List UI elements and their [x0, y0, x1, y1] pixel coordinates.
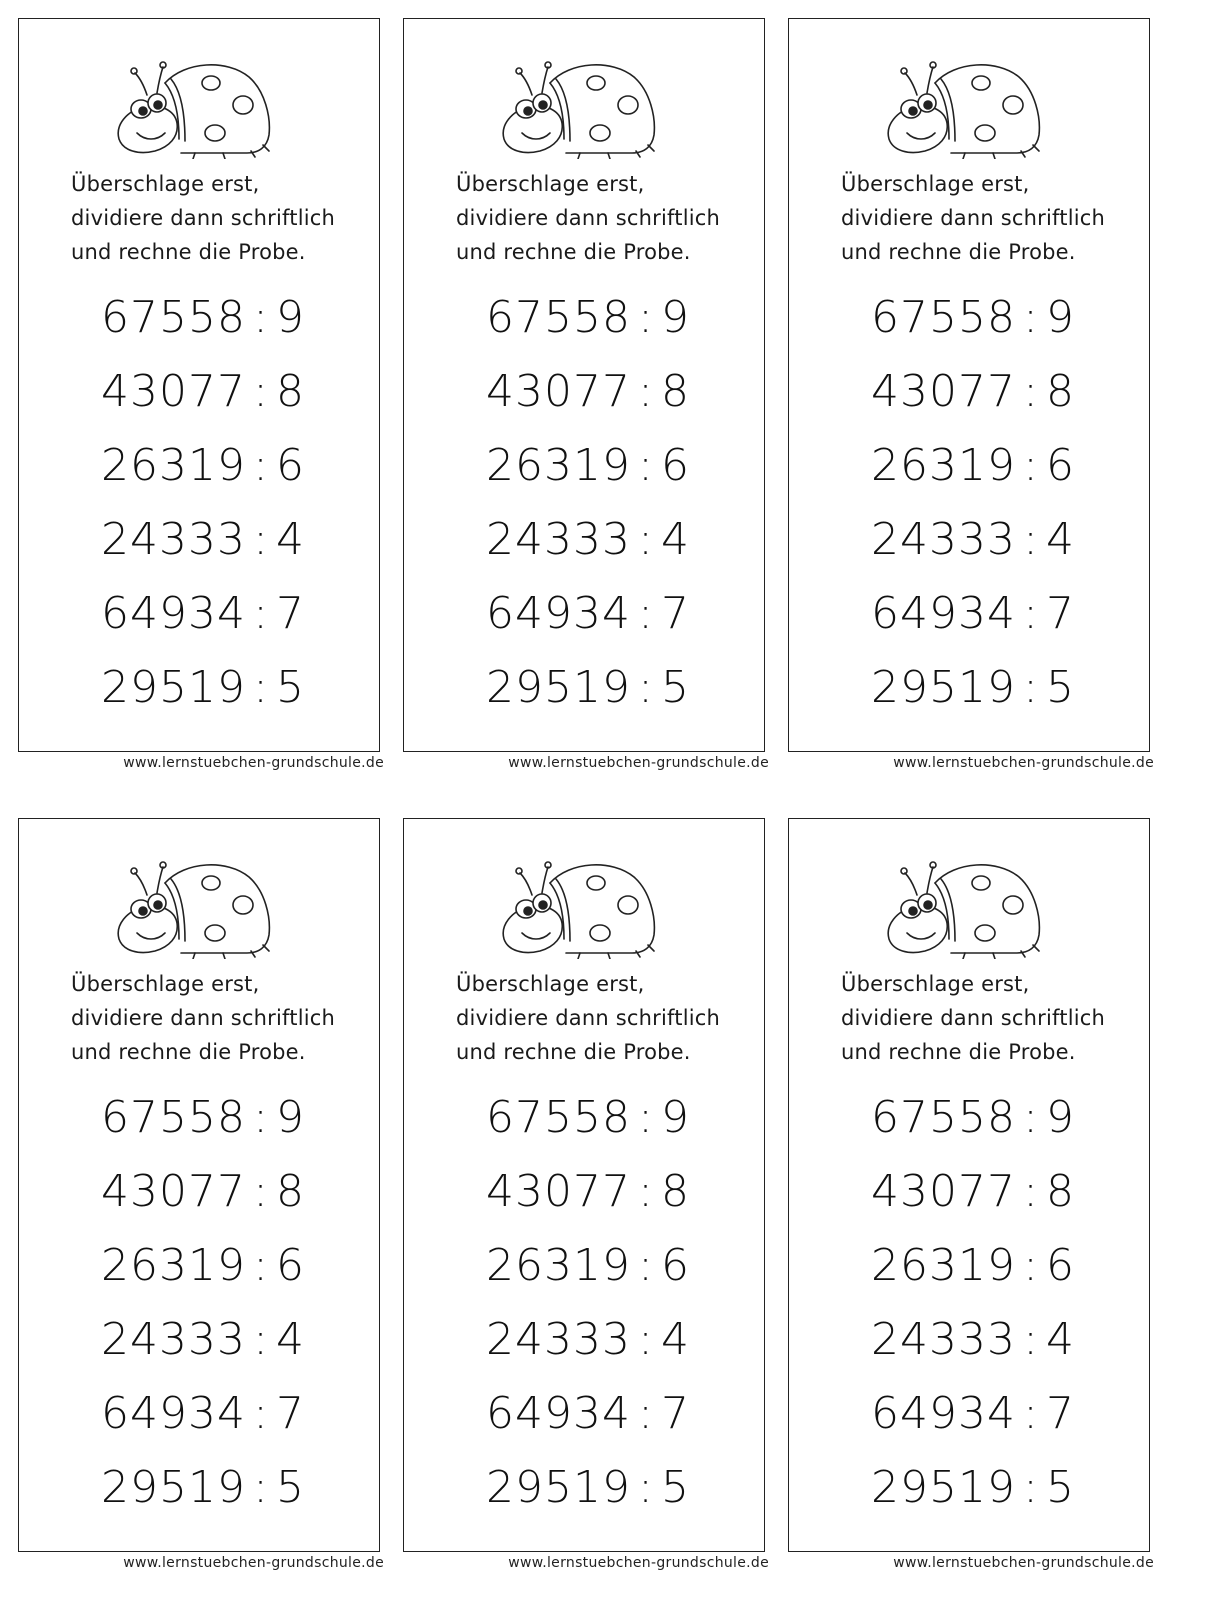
dividend: 29519 — [101, 1462, 246, 1513]
division-task — [871, 355, 1075, 429]
division-task — [101, 651, 305, 725]
instruction-text — [71, 167, 335, 269]
division-task — [486, 1377, 690, 1451]
division-task — [871, 281, 1075, 355]
ladybug-icon — [488, 55, 660, 159]
divisor: 7 — [660, 588, 690, 639]
divisor: 6 — [660, 1240, 690, 1291]
ladybug-icon — [103, 55, 275, 159]
divisor: 8 — [1045, 1166, 1075, 1217]
division-operator: : — [1023, 1388, 1039, 1439]
divisor: 6 — [275, 440, 305, 491]
division-task — [101, 429, 305, 503]
dividend: 64934 — [871, 588, 1016, 639]
division-operator: : — [1023, 292, 1039, 343]
division-task-list — [486, 281, 690, 725]
dividend: 26319 — [101, 440, 246, 491]
division-task — [871, 1451, 1075, 1525]
divisor: 6 — [1045, 1240, 1075, 1291]
division-task — [871, 1081, 1075, 1155]
dividend: 24333 — [486, 514, 631, 565]
divisor: 4 — [275, 514, 305, 565]
dividend: 67558 — [101, 292, 246, 343]
division-task — [871, 1303, 1075, 1377]
instruction-line: und rechne die Probe. — [71, 240, 306, 264]
division-operator: : — [1023, 440, 1039, 491]
division-operator: : — [1023, 514, 1039, 565]
division-task — [486, 577, 690, 651]
divisor: 4 — [275, 1314, 305, 1365]
division-operator: : — [253, 440, 269, 491]
instruction-line: und rechne die Probe. — [841, 240, 1076, 264]
division-task — [486, 1155, 690, 1229]
division-operator: : — [253, 1092, 269, 1143]
divisor: 4 — [1045, 1314, 1075, 1365]
dividend: 67558 — [101, 1092, 246, 1143]
divisor: 6 — [660, 440, 690, 491]
division-task — [486, 651, 690, 725]
division-operator: : — [638, 440, 654, 491]
division-task — [871, 503, 1075, 577]
division-task — [486, 1451, 690, 1525]
division-task — [486, 281, 690, 355]
instruction-text — [841, 167, 1105, 269]
dividend: 67558 — [486, 292, 631, 343]
dividend: 24333 — [486, 1314, 631, 1365]
divisor: 9 — [660, 292, 690, 343]
dividend: 64934 — [101, 588, 246, 639]
division-task — [101, 1081, 305, 1155]
dividend: 43077 — [871, 366, 1016, 417]
instruction-line: Überschlage erst, — [456, 172, 645, 196]
instruction-line: dividiere dann schriftlich — [841, 206, 1106, 230]
instruction-line: dividiere dann schriftlich — [841, 1006, 1106, 1030]
dividend: 43077 — [486, 366, 631, 417]
instruction-line: dividiere dann schriftlich — [71, 206, 336, 230]
footer-url: www.lernstuebchen-grundschule.de — [893, 755, 1154, 771]
task-card — [18, 18, 384, 798]
division-task — [101, 1229, 305, 1303]
dividend: 43077 — [101, 1166, 246, 1217]
instruction-line: Überschlage erst, — [71, 972, 260, 996]
footer-url: www.lernstuebchen-grundschule.de — [508, 1555, 769, 1571]
divisor: 5 — [660, 1462, 690, 1513]
division-task — [486, 355, 690, 429]
divisor: 4 — [660, 514, 690, 565]
divisor: 6 — [275, 1240, 305, 1291]
footer-url: www.lernstuebchen-grundschule.de — [893, 1555, 1154, 1571]
division-task-list — [486, 1081, 690, 1525]
footer-url: www.lernstuebchen-grundschule.de — [508, 755, 769, 771]
division-task — [101, 1377, 305, 1451]
division-operator: : — [638, 1314, 654, 1365]
dividend: 29519 — [871, 1462, 1016, 1513]
division-operator: : — [253, 292, 269, 343]
dividend: 43077 — [871, 1166, 1016, 1217]
divisor: 8 — [275, 1166, 305, 1217]
division-operator: : — [1023, 1462, 1039, 1513]
dividend: 26319 — [486, 1240, 631, 1291]
card-frame — [788, 18, 1150, 752]
ladybug-icon — [103, 855, 275, 959]
divisor: 5 — [1045, 1462, 1075, 1513]
instruction-line: dividiere dann schriftlich — [71, 1006, 336, 1030]
dividend: 29519 — [486, 662, 631, 713]
divisor: 9 — [275, 292, 305, 343]
card-frame — [18, 18, 380, 752]
division-operator: : — [253, 1240, 269, 1291]
dividend: 29519 — [101, 662, 246, 713]
division-task — [871, 1377, 1075, 1451]
division-operator: : — [253, 1166, 269, 1217]
instruction-text — [456, 167, 720, 269]
division-task — [101, 281, 305, 355]
dividend: 24333 — [101, 514, 246, 565]
task-card — [403, 818, 769, 1598]
dividend: 29519 — [486, 1462, 631, 1513]
dividend: 24333 — [101, 1314, 246, 1365]
card-frame — [18, 818, 380, 1552]
card-frame — [788, 818, 1150, 1552]
division-operator: : — [253, 588, 269, 639]
division-operator: : — [638, 662, 654, 713]
division-task — [871, 1229, 1075, 1303]
division-operator: : — [1023, 366, 1039, 417]
division-task — [101, 1451, 305, 1525]
division-operator: : — [253, 662, 269, 713]
divisor: 7 — [660, 1388, 690, 1439]
division-task-list — [871, 1081, 1075, 1525]
task-card — [18, 818, 384, 1598]
division-task — [486, 429, 690, 503]
divisor: 9 — [1045, 1092, 1075, 1143]
division-operator: : — [638, 1240, 654, 1291]
divisor: 8 — [660, 1166, 690, 1217]
division-operator: : — [1023, 588, 1039, 639]
division-operator: : — [638, 1092, 654, 1143]
division-operator: : — [1023, 1166, 1039, 1217]
dividend: 26319 — [871, 1240, 1016, 1291]
division-operator: : — [638, 514, 654, 565]
card-frame — [403, 18, 765, 752]
dividend: 26319 — [486, 440, 631, 491]
instruction-text — [841, 967, 1105, 1069]
ladybug-icon — [873, 855, 1045, 959]
footer-url: www.lernstuebchen-grundschule.de — [123, 1555, 384, 1571]
instruction-line: dividiere dann schriftlich — [456, 1006, 721, 1030]
instruction-line: Überschlage erst, — [841, 972, 1030, 996]
division-operator: : — [638, 366, 654, 417]
card-frame — [403, 818, 765, 1552]
division-task — [101, 1155, 305, 1229]
divisor: 9 — [1045, 292, 1075, 343]
divisor: 8 — [275, 366, 305, 417]
dividend: 29519 — [871, 662, 1016, 713]
division-operator: : — [638, 588, 654, 639]
division-task-list — [101, 1081, 305, 1525]
divisor: 7 — [275, 1388, 305, 1439]
division-operator: : — [253, 514, 269, 565]
divisor: 8 — [1045, 366, 1075, 417]
divisor: 4 — [1045, 514, 1075, 565]
divisor: 9 — [275, 1092, 305, 1143]
dividend: 64934 — [101, 1388, 246, 1439]
instruction-line: Überschlage erst, — [456, 972, 645, 996]
instruction-text — [456, 967, 720, 1069]
division-task — [486, 503, 690, 577]
divisor: 8 — [660, 366, 690, 417]
division-operator: : — [253, 366, 269, 417]
division-operator: : — [638, 1462, 654, 1513]
division-operator: : — [253, 1388, 269, 1439]
division-task — [486, 1229, 690, 1303]
instruction-line: und rechne die Probe. — [456, 1040, 691, 1064]
division-operator: : — [638, 1166, 654, 1217]
dividend: 26319 — [101, 1240, 246, 1291]
division-task — [871, 1155, 1075, 1229]
division-operator: : — [638, 1388, 654, 1439]
instruction-line: und rechne die Probe. — [841, 1040, 1076, 1064]
division-task — [486, 1303, 690, 1377]
division-task — [486, 1081, 690, 1155]
dividend: 43077 — [101, 366, 246, 417]
divisor: 5 — [1045, 662, 1075, 713]
footer-url: www.lernstuebchen-grundschule.de — [123, 755, 384, 771]
divisor: 6 — [1045, 440, 1075, 491]
instruction-line: Überschlage erst, — [71, 172, 260, 196]
dividend: 24333 — [871, 1314, 1016, 1365]
divisor: 5 — [275, 662, 305, 713]
division-task — [871, 577, 1075, 651]
divisor: 9 — [660, 1092, 690, 1143]
division-operator: : — [1023, 662, 1039, 713]
divisor: 4 — [660, 1314, 690, 1365]
division-task — [871, 429, 1075, 503]
dividend: 43077 — [486, 1166, 631, 1217]
division-task — [101, 355, 305, 429]
dividend: 64934 — [871, 1388, 1016, 1439]
divisor: 7 — [1045, 588, 1075, 639]
instruction-line: dividiere dann schriftlich — [456, 206, 721, 230]
division-operator: : — [1023, 1240, 1039, 1291]
ladybug-icon — [488, 855, 660, 959]
dividend: 26319 — [871, 440, 1016, 491]
dividend: 67558 — [871, 292, 1016, 343]
division-operator: : — [1023, 1092, 1039, 1143]
task-card — [403, 18, 769, 798]
division-task-list — [101, 281, 305, 725]
division-operator: : — [1023, 1314, 1039, 1365]
ladybug-icon — [873, 55, 1045, 159]
division-task-list — [871, 281, 1075, 725]
task-card — [788, 18, 1154, 798]
instruction-line: Überschlage erst, — [841, 172, 1030, 196]
division-task — [101, 503, 305, 577]
instruction-line: und rechne die Probe. — [456, 240, 691, 264]
division-operator: : — [253, 1462, 269, 1513]
division-task — [871, 651, 1075, 725]
divisor: 5 — [660, 662, 690, 713]
divisor: 7 — [275, 588, 305, 639]
dividend: 67558 — [871, 1092, 1016, 1143]
division-task — [101, 577, 305, 651]
division-operator: : — [638, 292, 654, 343]
division-operator: : — [253, 1314, 269, 1365]
divisor: 5 — [275, 1462, 305, 1513]
dividend: 64934 — [486, 1388, 631, 1439]
dividend: 64934 — [486, 588, 631, 639]
instruction-line: und rechne die Probe. — [71, 1040, 306, 1064]
division-task — [101, 1303, 305, 1377]
instruction-text — [71, 967, 335, 1069]
task-card — [788, 818, 1154, 1598]
dividend: 67558 — [486, 1092, 631, 1143]
divisor: 7 — [1045, 1388, 1075, 1439]
dividend: 24333 — [871, 514, 1016, 565]
